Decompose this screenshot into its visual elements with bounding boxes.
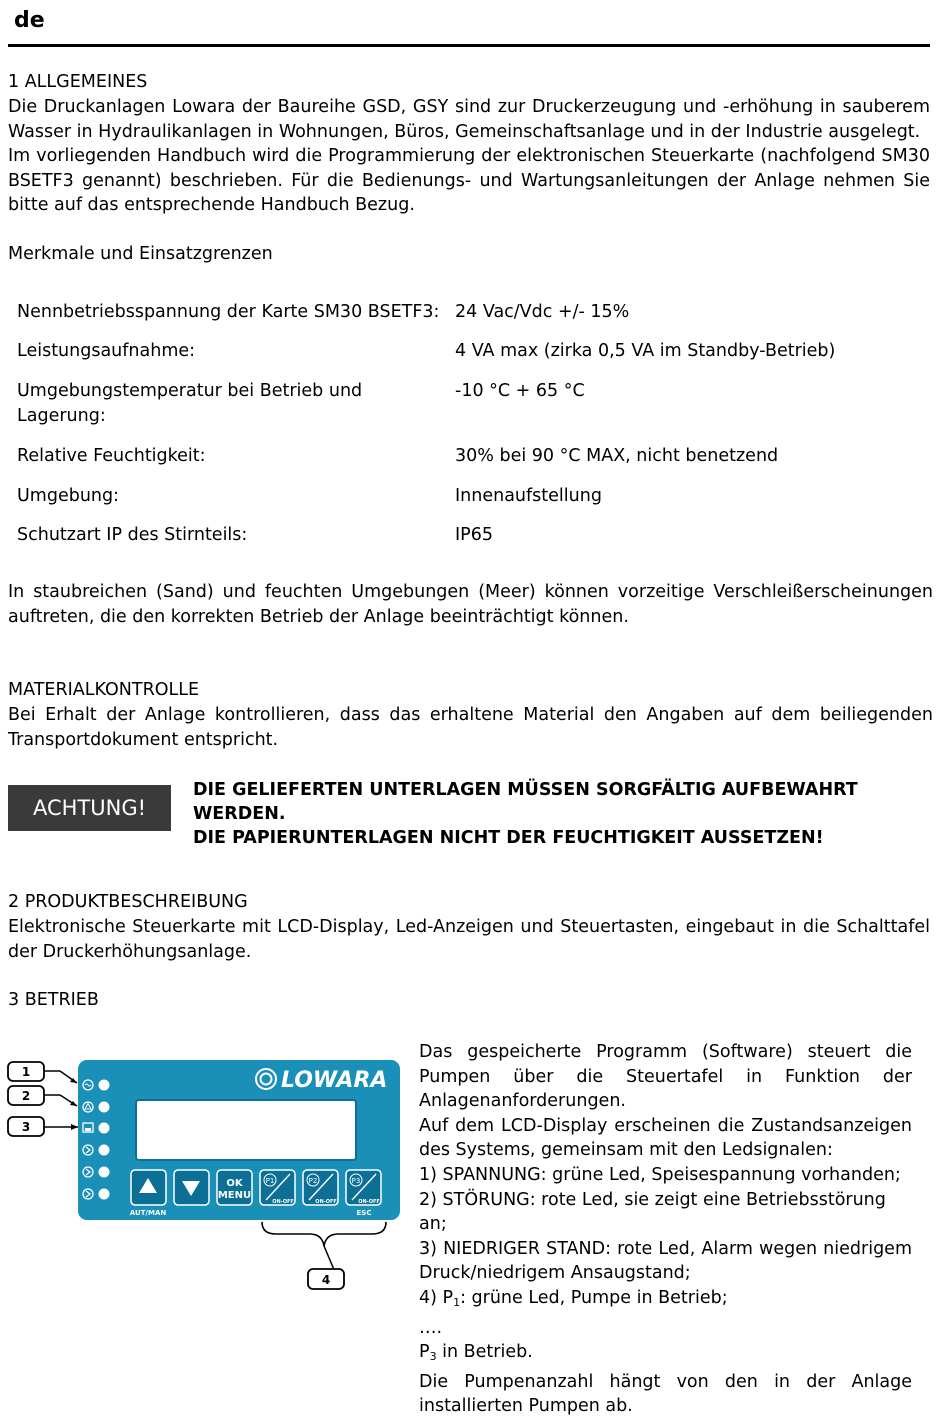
down-button[interactable] bbox=[174, 1170, 209, 1205]
spec-label: Relative Feuchtigkeit: bbox=[17, 446, 206, 466]
pump-3-onoff-button[interactable] bbox=[346, 1170, 381, 1205]
pump-3-prefix: P bbox=[419, 1342, 430, 1363]
general-text bbox=[8, 95, 930, 218]
pump-3-subscript: 3 bbox=[429, 1350, 437, 1364]
up-button[interactable] bbox=[131, 1170, 166, 1205]
spec-label: Leistungsaufnahme: bbox=[17, 341, 196, 361]
led-item-1: 1) SPANNUNG: grüne Led, Speisespannung vorhanden; bbox=[419, 1164, 901, 1185]
section-heading-general: 1 ALLGEMEINES bbox=[8, 72, 148, 92]
ellipsis: …. bbox=[419, 1317, 443, 1338]
operation-paragraph-2: Auf dem LCD-Display erscheinen die Zustandsanzeigen des Systems, gemeinsam mit den Ledsignalen: bbox=[419, 1115, 912, 1161]
general-paragraph-1: Die Druckanlagen Lowara der Baureihe GSD, GSY sind zur Druckerzeugung und -erhöhung in sauberem Wasser in Hydraulikanlagen in Wohnungen, Büros, Gemeinschaftsanlage und in der Industrie ausgelegt. bbox=[8, 97, 930, 142]
spec-label: Umgebung: bbox=[17, 486, 120, 506]
pump-3-label: P3 bbox=[351, 1177, 361, 1185]
language-code: de bbox=[14, 8, 45, 33]
led-item-3: 3) NIEDRIGER STAND: rote Led, Alarm wegen niedrigem Druck/niedrigem Ansaugstand; bbox=[419, 1238, 912, 1284]
led-item-4-prefix: 4) P bbox=[419, 1287, 454, 1308]
warning-line-2: DIE PAPIERUNTERLAGEN NICHT DER FEUCHTIGKEIT AUSSETZEN! bbox=[193, 828, 824, 848]
pump-3-text: in Betrieb. bbox=[436, 1342, 533, 1363]
spec-value: -10 °C + 65 °C bbox=[455, 381, 585, 401]
spec-label: Umgebungstemperatur bei Betrieb und Lagerung: bbox=[17, 381, 363, 426]
lcd-display bbox=[136, 1100, 356, 1160]
general-paragraph-2: Im vorliegenden Handbuch wird die Programmierung der elektronischen Steuerkarte (nachfolgend SM30 BSETF3 genannt) beschrieben. Für die Bedienungs- und Wartungsanleitungen der Anlage nehmen Sie bitte auf das entsprechende Handbuch Bezug. bbox=[8, 146, 930, 216]
spec-value: Innenaufstellung bbox=[455, 486, 602, 506]
pump-1-onoff-button[interactable] bbox=[260, 1170, 295, 1205]
material-text: Bei Erhalt der Anlage kontrollieren, dass das erhaltene Material den Angaben auf dem beiliegenden Transportdokument entspricht. bbox=[8, 705, 933, 750]
header-rule bbox=[8, 44, 930, 47]
esc-label: ESC bbox=[356, 1209, 372, 1217]
led-item-4-subscript: 1 bbox=[453, 1295, 461, 1309]
spec-value: 30% bei 90 °C MAX, nicht benetzend bbox=[455, 446, 779, 466]
spec-value: 24 Vac/Vdc +/- 15% bbox=[455, 302, 630, 322]
ok-label: OK bbox=[226, 1178, 243, 1189]
pump-1-label: P1 bbox=[265, 1177, 275, 1185]
svg-text:2: 2 bbox=[21, 1089, 31, 1103]
led-item-4-text: : grüne Led, Pumpe in Betrieb; bbox=[460, 1287, 728, 1308]
warning-line-1: DIE GELIEFERTEN UNTERLAGEN MÜSSEN SORGFÄLTIG AUFBEWAHRT WERDEN. bbox=[193, 780, 858, 824]
material-heading: MATERIALKONTROLLE bbox=[8, 680, 200, 700]
callout-1 bbox=[8, 1062, 77, 1083]
spec-value: IP65 bbox=[455, 525, 493, 545]
environment-note: In staubreichen (Sand) und feuchten Umgebungen (Meer) können vorzeitige Verschleißerscheinungen auftreten, die den korrekten Betrieb der Anlage beeinträchtigt können. bbox=[8, 582, 933, 627]
svg-text:3: 3 bbox=[21, 1120, 31, 1134]
product-text: Elektronische Steuerkarte mit LCD-Display, Led-Anzeigen und Steuertasten, eingebaut in die Schalttafel der Druckerhöhungsanlage. bbox=[8, 917, 930, 962]
led-item-4 bbox=[419, 1286, 912, 1316]
pump-3-line bbox=[419, 1340, 912, 1370]
led-item-2: 2) STÖRUNG: rote Led, sie zeigt eine Betriebsstörung an; bbox=[419, 1189, 886, 1235]
warning-badge: ACHTUNG! bbox=[8, 785, 171, 831]
ok-menu-button[interactable] bbox=[217, 1170, 252, 1205]
menu-label: MENU bbox=[217, 1190, 252, 1201]
operation-paragraph-1: Das gespeicherte Programm (Software) steuert die Pumpen über die Steuertafel in Funktion der Anlagenanforderungen. bbox=[419, 1042, 912, 1112]
pump-2-onoff-button[interactable] bbox=[303, 1170, 338, 1205]
onoff-label: ON-OFF bbox=[358, 1199, 380, 1205]
operation-text bbox=[419, 1040, 912, 1419]
control-panel-diagram bbox=[0, 1050, 410, 1295]
features-heading: Merkmale und Einsatzgrenzen bbox=[8, 244, 273, 264]
svg-text:1: 1 bbox=[21, 1065, 31, 1079]
svg-text:4: 4 bbox=[321, 1273, 331, 1287]
aut-man-label: AUT/MAN bbox=[129, 1209, 167, 1217]
callout-2 bbox=[8, 1086, 77, 1106]
callout-3 bbox=[8, 1117, 78, 1136]
onoff-label: ON-OFF bbox=[315, 1199, 337, 1205]
spec-label: Schutzart IP des Stirnteils: bbox=[17, 525, 248, 545]
warning-text bbox=[193, 778, 933, 850]
brand-name: LOWARA bbox=[281, 1068, 388, 1093]
spec-label: Nennbetriebsspannung der Karte SM30 BSETF3: bbox=[17, 302, 440, 322]
pump-count-note: Die Pumpenanzahl hängt von den in der Anlage installierten Pumpen ab. bbox=[419, 1371, 912, 1417]
callout-4 bbox=[262, 1222, 386, 1289]
onoff-label: ON-OFF bbox=[272, 1199, 294, 1205]
section-heading-operation: 3 BETRIEB bbox=[8, 990, 99, 1010]
pump-2-label: P2 bbox=[308, 1177, 318, 1185]
section-heading-product: 2 PRODUKTBESCHREIBUNG bbox=[8, 892, 248, 912]
spec-value: 4 VA max (zirka 0,5 VA im Standby-Betrieb) bbox=[455, 341, 836, 361]
